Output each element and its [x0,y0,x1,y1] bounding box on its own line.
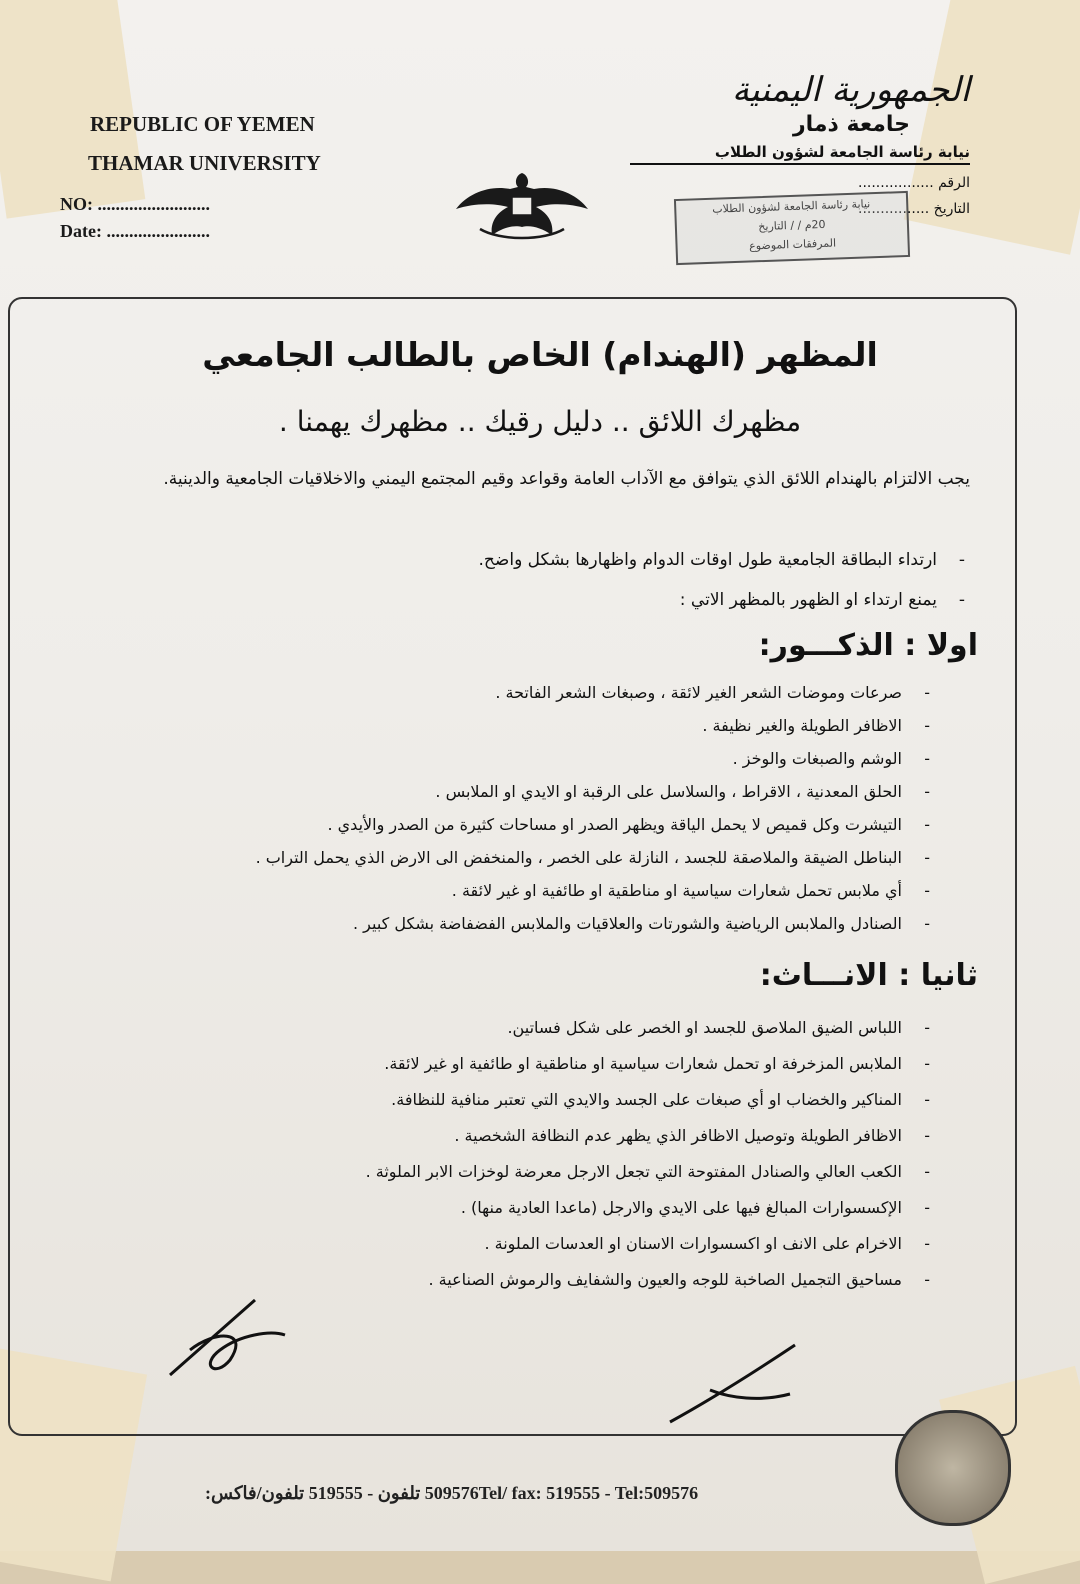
list-item: - الكعب العالي والصنادل المفتوحة التي تجعل الارجل معرضة لوخزات الابر الملوثة . [90,1154,930,1190]
list-item: - ارتداء البطاقة الجامعية طول اوقات الدوام واظهارها بشكل واضح. [145,540,965,580]
males-heading: اولا : الذكـــور: [758,628,978,663]
intro-paragraph: يجب الالتزام بالهندام اللائق الذي يتوافق مع الآداب العامة وقواعد وقيم المجتمع اليمني والاخلاقيات الجامعية والدينية. [163,469,970,489]
list-item: - الصنادل والملابس الرياضية والشورتات والعلاقيات والملابس الفضفاضة بشكل كبير . [90,907,930,940]
page-title: المظهر (الهندام) الخاص بالطالب الجامعي [202,335,878,374]
republic-ar: الجمهورية اليمنية [731,70,970,110]
list-item: - الحلق المعدنية ، الاقراط ، والسلاسل على الرقبة او الايدي او الملابس . [90,775,930,808]
stamp-line-2: 20م / / التاريخ [758,217,826,234]
list-item: - يمنع ارتداء او الظهور بالمظهر الاتي : [145,580,965,620]
number-field: NO: ......................... [60,194,210,214]
contact-footer: 509576Tel/ fax: 519555 - Tel:509576 تلفون - 519555 تلفون/فاكس: [205,1483,699,1503]
list-item: - مساحيق التجميل الصاخبة للوجه والعيون والشفايف والرموش الصناعية . [90,1262,930,1298]
signature-left [160,1290,300,1390]
stamp-line-3: المرفقات الموضوع [748,236,837,253]
list-item: - التيشرت وكل قميص لا يحمل الياقة ويظهر الصدر او مساحات كثيرة من الصدر والأيدي . [90,808,930,841]
males-list [90,676,930,940]
general-list [145,540,965,620]
republic-en: REPUBLIC OF YEMEN [90,112,315,136]
stamp-line-1: نيابة رئاسة الجامعة لشؤون الطلاب [712,197,871,216]
slogan: مظهرك اللائق .. دليل رقيك .. مظهرك يهمنا . [278,405,802,438]
list-item: - أي ملابس تحمل شعارات سياسية او مناطقية او طائفية او غير لائقة . [90,874,930,907]
list-item: - الإكسسوارات المبالغ فيها على الايدي والارجل (ماعدا العادية منها) . [90,1190,930,1226]
list-item: - صرعات وموضات الشعر الغير لائقة ، وصبغات الشعر الفاتحة . [90,676,930,709]
list-item: - اللباس الضيق الملاصق للجسد او الخصر على شكل فساتين. [90,1010,930,1046]
list-item: - الوشم والصبغات والوخز . [90,742,930,775]
english-header [60,112,380,248]
university-en: THAMAR UNIVERSITY [88,151,321,175]
university-seal-icon [895,1410,1011,1526]
list-item: - المناكير والخضاب او أي صبغات على الجسد والايدي التي تعتبر منافية للنظافة. [90,1082,930,1118]
signature-right [660,1330,860,1430]
list-item: - الاخرام على الانف او اكسسوارات الاسنان او العدسات الملونة . [90,1226,930,1262]
date-field: Date: ....................... [60,221,210,241]
eagle-emblem-icon [450,165,595,245]
number-field-ar: الرقم ................. [858,175,970,191]
females-list [90,1010,930,1298]
date-field-ar: التاريخ ................ [858,201,970,217]
females-heading: ثانيا : الانـــاث: [759,958,978,993]
department-ar: نيابة رئاسة الجامعة لشؤون الطلاب [630,143,970,165]
list-item: - الملابس المزخرفة او تحمل شعارات سياسية او مناطقية او طائفية او غير لائقة. [90,1046,930,1082]
list-item: - الاظافر الطويلة وتوصيل الاظافر الذي يظهر عدم النظافة الشخصية . [90,1118,930,1154]
list-item: - الاظافر الطويلة والغير نظيفة . [90,709,930,742]
office-stamp [674,191,910,265]
list-item: - البناطل الضيقة والملاصقة للجسد ، النازلة على الخصر ، والمنخفض الى الارض الذي يحمل التراب . [90,841,930,874]
university-ar: جامعة ذمار [793,112,910,137]
